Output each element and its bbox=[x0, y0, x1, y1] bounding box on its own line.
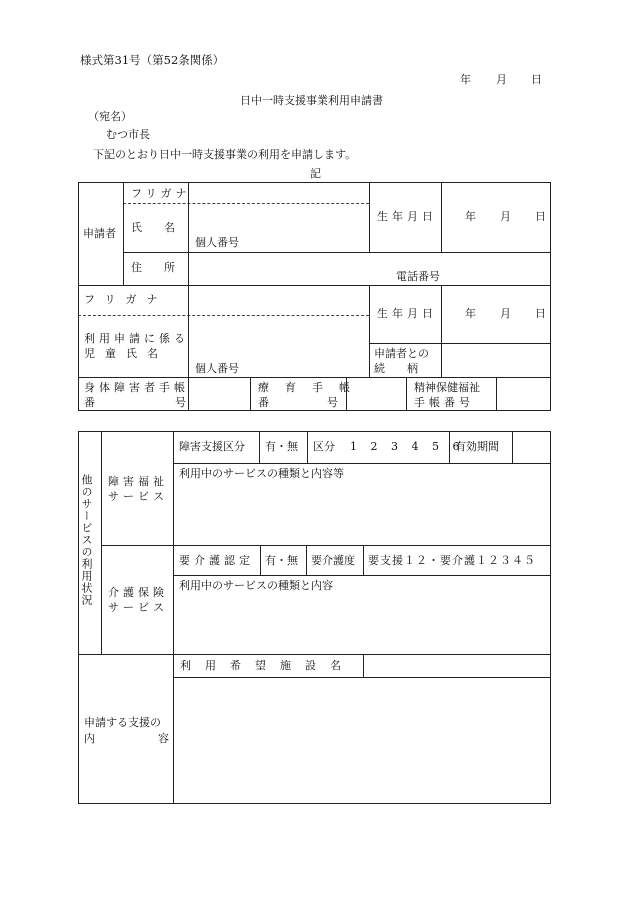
care-row-divider bbox=[173, 575, 551, 576]
mental-right-divider bbox=[496, 377, 497, 411]
ryoiku-handbook-label-1: 療育手帳 bbox=[258, 381, 366, 394]
welfare-care-divider bbox=[101, 545, 551, 546]
applicant-furigana-label: フリガナ bbox=[131, 187, 191, 200]
care-cell-divider-1 bbox=[260, 545, 261, 575]
child-birth-month: 月 bbox=[500, 307, 511, 320]
other-services-section-label: 他のサービスの利用状況 bbox=[80, 474, 93, 606]
request-content-label-2b: 容 bbox=[158, 732, 169, 745]
child-birth-year: 年 bbox=[465, 307, 476, 320]
section-label-divider bbox=[101, 431, 102, 654]
child-birth-label: 生年月日 bbox=[377, 307, 437, 320]
applicant-section-divider bbox=[78, 285, 551, 286]
date-day-label: 日 bbox=[531, 73, 542, 86]
welfare-service-label-1: 障害福祉 bbox=[108, 475, 168, 488]
facility-cell-divider bbox=[363, 654, 364, 677]
applicant-phone-label: 電話番号 bbox=[396, 270, 440, 283]
care-cert-label: 要介護認定 bbox=[179, 554, 254, 567]
request-content-label-2a: 内 bbox=[84, 732, 95, 745]
child-birth-divider-v bbox=[369, 285, 370, 377]
welfare-cell-divider-2 bbox=[307, 431, 308, 463]
ki-label: 記 bbox=[310, 167, 321, 180]
form-number: 様式第31号（第52条関係） bbox=[80, 53, 225, 67]
support-category-label: 障害支援区分 bbox=[179, 440, 245, 453]
request-section-divider bbox=[78, 654, 551, 655]
validity-label: 有効期間 bbox=[455, 440, 499, 453]
care-level-values: 要支援１２・要介護１２３４５ bbox=[368, 554, 536, 567]
care-service-label-1: 介護保険 bbox=[108, 586, 168, 599]
mental-handbook-label-2: 手帳番号 bbox=[414, 396, 474, 409]
welfare-row-divider bbox=[173, 463, 551, 464]
intro-text: 下記のとおり日中一時支援事業の利用を申請します。 bbox=[93, 148, 357, 161]
applicant-furigana-divider bbox=[123, 203, 369, 204]
welfare-content-label: 利用中のサービスの種類と内容等 bbox=[179, 467, 344, 480]
applicant-address-label: 住 所 bbox=[131, 261, 175, 274]
date-month-label: 月 bbox=[496, 73, 507, 86]
child-birth-divider bbox=[369, 343, 551, 344]
welfare-yes-no: 有・無 bbox=[265, 440, 298, 453]
category-divider bbox=[173, 431, 174, 804]
category-label: 区分 bbox=[313, 440, 335, 453]
addressee: （宛名） bbox=[88, 110, 132, 123]
applicant-birthdate-divider bbox=[441, 182, 442, 252]
care-service-label-2: サービス bbox=[108, 601, 168, 614]
care-level-label: 要介護度 bbox=[311, 554, 355, 567]
date-year-label: 年 bbox=[460, 73, 471, 86]
care-content-label: 利用中のサービスの種類と内容 bbox=[179, 579, 333, 592]
request-content-label-1: 申請する支援の bbox=[84, 716, 161, 729]
child-relation-label-2: 続柄 bbox=[374, 362, 440, 375]
applicant-personal-number: 個人番号 bbox=[195, 236, 239, 249]
child-personal-number: 個人番号 bbox=[195, 362, 239, 375]
applicant-name-label: 氏 名 bbox=[131, 221, 175, 234]
handbook-divider bbox=[78, 377, 551, 378]
physical-handbook-label-2: 番号 bbox=[84, 396, 266, 409]
child-birth-day: 日 bbox=[535, 307, 546, 320]
label-value-divider bbox=[188, 182, 189, 411]
page-title: 日中一時支援事業利用申請書 bbox=[240, 94, 383, 107]
physical-handbook-label-1: 身体障害者手帳 bbox=[84, 381, 189, 394]
mayor: むつ市長 bbox=[106, 128, 150, 141]
child-birthdate-divider bbox=[441, 285, 442, 377]
mental-handbook-label-1: 精神保健福祉 bbox=[414, 381, 480, 394]
facility-row-divider bbox=[173, 677, 551, 678]
child-furigana-label: フリガナ bbox=[84, 293, 168, 306]
applicant-birth-divider bbox=[369, 182, 370, 252]
applicant-birth-month: 月 bbox=[500, 210, 511, 223]
facility-name-label: 利用希望施設名 bbox=[180, 659, 355, 672]
welfare-cell-divider-4 bbox=[512, 431, 513, 463]
applicant-label-divider bbox=[123, 182, 124, 285]
care-yes-no: 有・無 bbox=[265, 554, 298, 567]
care-cell-divider-2 bbox=[306, 545, 307, 575]
ryoiku-handbook-label-2: 番号 bbox=[258, 396, 396, 409]
mental-left-divider bbox=[406, 377, 407, 411]
applicant-birth-day: 日 bbox=[535, 210, 546, 223]
category-values: 1 2 3 4 5 6 bbox=[350, 440, 460, 453]
applicant-birth-year: 年 bbox=[465, 210, 476, 223]
child-name-label-2: 児童氏名 bbox=[84, 347, 168, 360]
child-relation-label-1: 申請者との bbox=[374, 347, 429, 360]
welfare-cell-divider-1 bbox=[259, 431, 260, 463]
child-furigana-divider bbox=[78, 315, 369, 316]
care-cell-divider-3 bbox=[363, 545, 364, 575]
child-name-label-1: 利用申請に係る bbox=[84, 332, 189, 345]
applicant-birth-label: 生年月日 bbox=[377, 210, 437, 223]
applicant-section-label: 申請者 bbox=[83, 227, 116, 240]
welfare-service-label-2: サービス bbox=[108, 490, 168, 503]
